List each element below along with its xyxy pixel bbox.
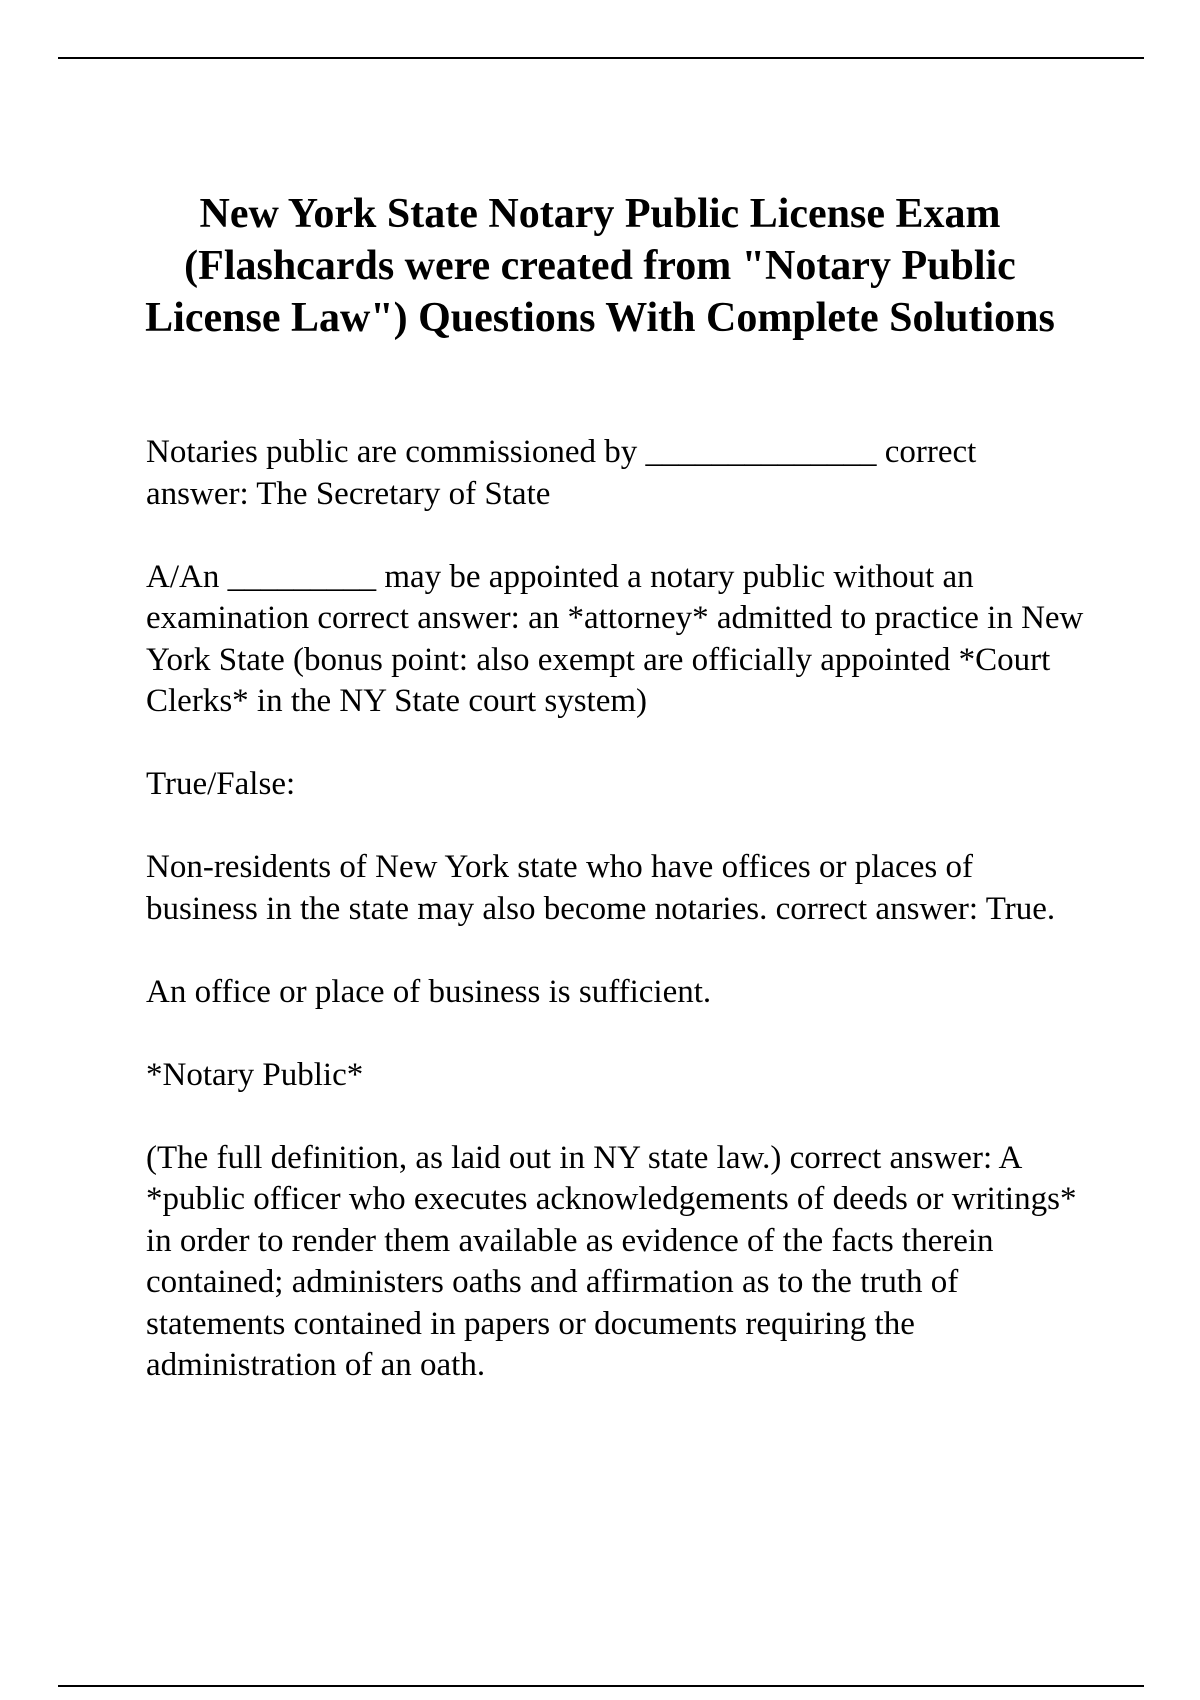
flashcard-commissioned-by: Notaries public are commissioned by ______________ correct answer: The Secretary of State [146, 434, 977, 512]
top-divider [58, 57, 1144, 59]
bottom-divider [58, 1685, 1144, 1687]
office-note: An office or place of business is sufficient. [146, 973, 712, 1010]
flashcard-exam-exemption: A/An _________ may be appointed a notary public without an examination correct answer: an *attorney* admitted to practice in New York State (bonus point: also exempt are officially appointed *Court Clerks* in the NY State court system) [146, 558, 1084, 719]
flashcard-non-residents: Non-residents of New York state who have offices or places of business in the state may also become notaries. correct answer: True. [146, 849, 1056, 927]
notary-public-heading: *Notary Public* [146, 1056, 364, 1093]
true-false-heading: True/False: [146, 766, 296, 802]
document-title: New York State Notary Public License Exam (Flashcards were created from "Notary Public License Law") Questions With Complete Solutions [145, 191, 1055, 341]
flashcard-definition: (The full definition, as laid out in NY state law.) correct answer: A *public officer who executes acknowledgements of deeds or writings* in order to render them available as evidence of the facts therein contained; administers oaths and affirmation as to the truth of statements contained in papers or documents requiring the administration of an oath. [146, 1139, 1077, 1383]
document-body [146, 432, 1086, 1428]
